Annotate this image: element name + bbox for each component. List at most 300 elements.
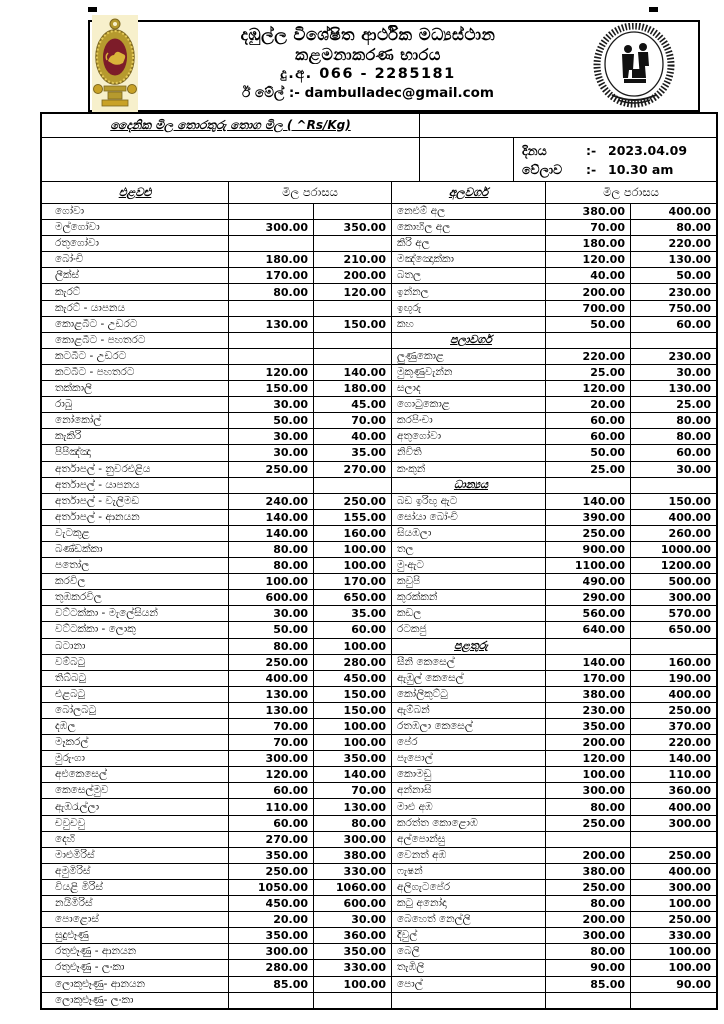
item-name: කොළබීට - පහතරට [55,333,146,346]
table-row [42,943,391,959]
table-row [392,718,716,734]
price-min: 240.00 [228,494,313,509]
item-name: කෙසෙල්මුව [55,784,109,797]
email-address: ඊ මේල් :- dambulladec@gmail.com [242,85,494,101]
price-max: 100.00 [630,896,716,911]
price-max: 300.00 [630,880,716,895]
price-max: 1060.00 [313,880,391,895]
price-max: 60.00 [630,445,716,460]
price-max [313,478,391,493]
price-max: 30.00 [313,912,391,927]
item-name: දෙහි [55,832,76,845]
item-name: මල්ගෝවා [55,221,100,234]
price-min [228,349,313,364]
price-max: 160.00 [313,526,391,541]
date-separator: :- [586,143,597,158]
phone-number: දු.අ. 066 - 2285181 [280,66,456,82]
price-max: 400.00 [630,510,716,525]
price-max: 250.00 [630,848,716,863]
price-max: 100.00 [630,960,716,975]
table-row [42,364,391,380]
price-max [313,993,391,1008]
table-row [42,638,391,654]
price-min: 250.00 [545,880,630,895]
price-max [630,333,716,348]
item-name: කටබීට - උඩරට [55,349,127,362]
table-row [392,847,716,863]
table-row [42,267,391,283]
table-row [42,461,391,477]
price-max: 80.00 [313,816,391,831]
price-min: 180.00 [545,236,630,251]
item-name: පතෝල [55,559,90,572]
item-name: බතල [397,269,422,282]
price-min: 640.00 [545,622,630,637]
price-min: 200.00 [545,735,630,750]
price-min: 300.00 [228,220,313,235]
item-name: ඇඹුල් කෙසෙල් [397,671,464,684]
price-min: 280.00 [228,960,313,975]
item-name: සියඹලා [397,526,432,539]
table-row [392,412,716,428]
table-row [42,300,391,316]
item-name: පිපිඤ්ඤා [55,446,91,459]
price-max: 170.00 [313,574,391,589]
price-max [630,832,716,847]
item-name: මෑකරල් [55,736,89,749]
table-body [42,204,716,1008]
price-min: 130.00 [228,703,313,718]
table-row [42,815,391,831]
table-row [392,283,716,299]
table-row [42,204,391,219]
price-max: 200.00 [313,268,391,283]
price-min: 80.00 [228,558,313,573]
item-name: වට්ටක්කා - ලොකු [55,623,136,636]
item-name: අර්තාපල් - යාපනය [55,478,140,491]
price-min: 85.00 [545,977,630,992]
table-row [42,396,391,412]
table-row [392,831,716,847]
price-min: 120.00 [545,381,630,396]
section-header-row [392,638,716,654]
section-title: ධාන්‍යය [453,478,489,492]
price-min: 600.00 [228,590,313,605]
item-name: රාබු [55,398,73,411]
item-name: බෝංචි [55,253,84,266]
table-row [392,766,716,782]
date-row [42,138,716,182]
table-row [42,541,391,557]
time-value: 10.30 am [608,162,674,177]
left-table-column [42,204,392,1008]
column-header-row [42,182,716,204]
price-max: 100.00 [630,944,716,959]
table-title: දෛනික මිල තොරතුරු තොග මිල ( ^Rs/Kg) [110,118,351,132]
price-min [545,832,630,847]
price-min: 400.00 [228,671,313,686]
price-max: 750.00 [630,301,716,316]
price-min [545,333,630,348]
item-name: වම්බටු [55,655,86,668]
sri-lanka-emblem-icon [92,15,138,112]
price-min: 80.00 [545,799,630,814]
item-name: කටු අනෝදා [397,897,447,910]
left-header-group [42,182,392,203]
item-name: මාළු අඹ [397,800,433,813]
price-max: 300.00 [630,816,716,831]
item-name: තක්කාලි [55,382,93,395]
price-min: 100.00 [545,767,630,782]
table-title-row [42,114,716,138]
price-max: 500.00 [630,574,716,589]
time-label: වේලාව [522,162,563,177]
table-row [42,477,391,493]
item-name: පොල් [397,977,423,990]
price-min: 250.00 [228,655,313,670]
table-row [392,316,716,332]
table-row [42,348,391,364]
date-value: 2023.04.09 [608,143,688,158]
price-max: 1000.00 [630,542,716,557]
price-max: 30.00 [630,365,716,380]
price-min [545,478,630,493]
price-max: 370.00 [630,719,716,734]
price-min: 120.00 [545,751,630,766]
table-row [392,734,716,750]
item-name: කැරට් - යාපනය [55,301,125,314]
item-name: ඉන්නල [397,285,429,298]
price-max: 570.00 [630,606,716,621]
price-min: 80.00 [228,542,313,557]
table-row [42,798,391,814]
item-name: ෆැෂන් [397,864,423,877]
price-max [313,204,391,219]
price-max: 100.00 [313,977,391,992]
price-min: 180.00 [228,252,313,267]
item-name: වැටකුළ [55,526,90,539]
item-name: කරපිංචා [397,414,433,427]
price-min: 50.00 [228,622,313,637]
price-max [313,301,391,316]
table-row [392,895,716,911]
table-row [392,959,716,975]
price-min: 50.00 [545,445,630,460]
price-max: 180.00 [313,381,391,396]
date-row-spacer [42,138,420,181]
price-min [228,204,313,219]
price-min: 140.00 [545,655,630,670]
item-name: නිවිති [397,446,422,459]
price-max: 330.00 [630,928,716,943]
item-name: අළුකෙසෙල් [55,768,107,781]
price-max [630,478,716,493]
table-row [42,493,391,509]
time-separator: :- [586,162,597,177]
item-name: මුංඇට [397,559,424,572]
item-name: මඤ්ඤොක්කා [397,253,454,266]
price-min: 110.00 [228,799,313,814]
price-max [630,993,716,1008]
table-row [392,589,716,605]
price-min: 230.00 [545,703,630,718]
item-name: පැපොල් [397,752,433,765]
date-row-spacer [420,138,514,181]
table-row [392,879,716,895]
price-min: 70.00 [228,735,313,750]
item-name: වියළි මිරිස් [55,880,103,893]
item-name: තුඹකරවිල [55,591,102,604]
price-max: 100.00 [313,735,391,750]
table-row [392,557,716,573]
item-name: පොළොස් [55,913,99,926]
item-name: කොමඩු [397,768,432,781]
price-min: 140.00 [228,510,313,525]
item-name: අර්තාපල් - ආනයන [55,510,140,523]
price-max: 80.00 [630,413,716,428]
item-name: තිබ්බටු [55,671,87,684]
section-header-row [392,332,716,348]
item-name: කරත්ත කොළොඹ [397,816,478,829]
price-min [228,993,313,1008]
item-name: රතඹලා කෙසෙල් [397,720,473,733]
item-name: බණ්ඩක්කා [55,543,103,556]
table-row [392,863,716,879]
item-name: එළබටු [55,687,86,700]
table-row [392,750,716,766]
item-name: කැරට් [55,285,81,298]
price-max: 25.00 [630,397,716,412]
price-max: 120.00 [313,284,391,299]
table-row [42,847,391,863]
table-row [42,251,391,267]
table-row [42,734,391,750]
item-name: කුරක්කන් [397,591,438,604]
price-max: 1200.00 [630,558,716,573]
price-min: 120.00 [228,767,313,782]
price-min: 80.00 [228,284,313,299]
price-max [313,333,391,348]
table-row [42,235,391,251]
price-min: 50.00 [228,413,313,428]
price-max: 100.00 [313,542,391,557]
price-min: 220.00 [545,349,630,364]
item-name: කරවිල [55,575,86,588]
price-min: 40.00 [545,268,630,283]
table-row [392,300,716,316]
price-min: 140.00 [545,494,630,509]
trust-seal-icon [592,23,676,109]
table-row [42,444,391,460]
price-min: 300.00 [545,783,630,798]
table-row [392,605,716,621]
org-name-line1: දඹුල්ල විශේෂිත ආර්ථික මධ්‍යස්ථාන [240,25,496,44]
item-name: වෙනත් අඹ [397,848,447,861]
price-min: 1100.00 [545,558,630,573]
table-row [42,380,391,396]
price-min: 50.00 [545,317,630,332]
price-max: 210.00 [313,252,391,267]
table-row [392,686,716,702]
table-row [42,509,391,525]
price-min: 80.00 [228,639,313,654]
table-row [42,557,391,573]
price-min: 140.00 [228,526,313,541]
item-name: කඩල [397,607,422,620]
item-name: ගොටුකොළ [397,398,450,411]
item-name: කොළබීට - උඩරට [55,317,138,330]
table-row [392,976,716,992]
price-min [228,236,313,251]
item-name: චවුචවු [55,816,86,829]
price-min: 60.00 [228,816,313,831]
price-min: 80.00 [545,944,630,959]
item-name: සුදුළූණු [55,929,89,942]
table-row [42,219,391,235]
title-row-spacer [420,114,716,137]
scan-mark [649,7,658,12]
price-min: 60.00 [545,429,630,444]
item-name: ගෝවා [55,205,85,218]
section-title: පළතුරු [454,639,488,653]
price-max: 30.00 [630,462,716,477]
item-name [392,993,545,1008]
price-max: 100.00 [313,558,391,573]
price-min: 80.00 [545,896,630,911]
price-min [545,639,630,654]
price-min: 350.00 [228,848,313,863]
price-max: 300.00 [630,590,716,605]
item-name: බෝලබටු [55,703,97,716]
item-name: රටකජු [397,623,427,636]
price-min: 300.00 [228,751,313,766]
table-row [42,927,391,943]
price-max: 150.00 [313,703,391,718]
item-name: අර්තාපල් - වැලිමඩ [55,494,140,507]
org-name-line2: කළමනාකරණ භාරය [295,45,441,64]
item-name: බටානා [55,639,86,652]
price-max: 90.00 [630,977,716,992]
table-row [392,798,716,814]
price-max: 35.00 [313,606,391,621]
table-row [42,863,391,879]
item-name: දඹල [55,720,76,733]
price-min: 250.00 [545,816,630,831]
date-label: දිනය [522,143,547,158]
table-row [42,911,391,927]
price-max: 155.00 [313,510,391,525]
item-name: කවුපි [397,575,421,588]
table-row [392,927,716,943]
item-name: ලීක්ස් [55,269,80,282]
price-min: 90.00 [545,960,630,975]
price-max: 140.00 [313,365,391,380]
table-row [392,380,716,396]
table-row [42,686,391,702]
table-row [392,911,716,927]
price-max: 80.00 [630,429,716,444]
price-min: 25.00 [545,462,630,477]
price-min: 30.00 [228,606,313,621]
price-min: 60.00 [228,783,313,798]
price-max: 330.00 [313,864,391,879]
right-table-column [392,204,716,1008]
table-row [392,235,716,251]
item-name: බෙහෙත් නෙල්ලි [397,913,471,926]
price-min [228,301,313,316]
price-min [545,993,630,1008]
price-max: 270.00 [313,462,391,477]
price-min: 900.00 [545,542,630,557]
table-row [42,428,391,444]
price-min: 350.00 [228,928,313,943]
table-row [392,654,716,670]
price-max: 350.00 [313,220,391,235]
price-max: 130.00 [630,381,716,396]
price-max: 80.00 [630,220,716,235]
item-name: නයිමිරිස් [55,897,93,910]
table-row [42,589,391,605]
table-row [392,219,716,235]
price-min: 300.00 [545,928,630,943]
item-name: අමුමිරිස් [55,864,91,877]
price-min: 20.00 [545,397,630,412]
letterhead [88,20,700,112]
item-name: ඉඟුරු [397,301,422,314]
price-min: 270.00 [228,832,313,847]
price-min: 130.00 [228,687,313,702]
table-row [392,428,716,444]
price-min: 250.00 [545,526,630,541]
price-max: 230.00 [630,349,716,364]
price-max: 600.00 [313,896,391,911]
item-name: සලාද [397,382,421,395]
price-max: 230.00 [630,284,716,299]
table-row [392,573,716,589]
price-min: 170.00 [228,268,313,283]
table-row [42,831,391,847]
price-max: 220.00 [630,236,716,251]
price-max: 330.00 [313,960,391,975]
price-min: 150.00 [228,381,313,396]
table-row [42,332,391,348]
price-max: 140.00 [313,767,391,782]
item-name: සීනි කෙසෙල් [397,655,455,668]
price-max: 150.00 [313,317,391,332]
table-row [392,621,716,637]
left-price-range-header: මිල පරාසය [228,182,391,203]
price-max: 250.00 [630,703,716,718]
table-row [392,396,716,412]
table-row [42,525,391,541]
table-row [42,605,391,621]
item-name: මාළුමිරිස් [55,848,95,861]
price-max: 400.00 [630,799,716,814]
table-row [392,461,716,477]
price-min [228,478,313,493]
price-max [630,639,716,654]
price-min: 380.00 [545,864,630,879]
price-min: 60.00 [545,413,630,428]
price-min: 170.00 [545,671,630,686]
price-min: 390.00 [545,510,630,525]
item-name: වට්ටක්කා - මැලේසියන් [55,607,158,620]
right-header-group [392,182,716,203]
date-line [522,141,710,160]
scan-mark [88,7,97,12]
price-max: 70.00 [313,413,391,428]
item-name: සෝයා බෝංචි [397,510,458,523]
